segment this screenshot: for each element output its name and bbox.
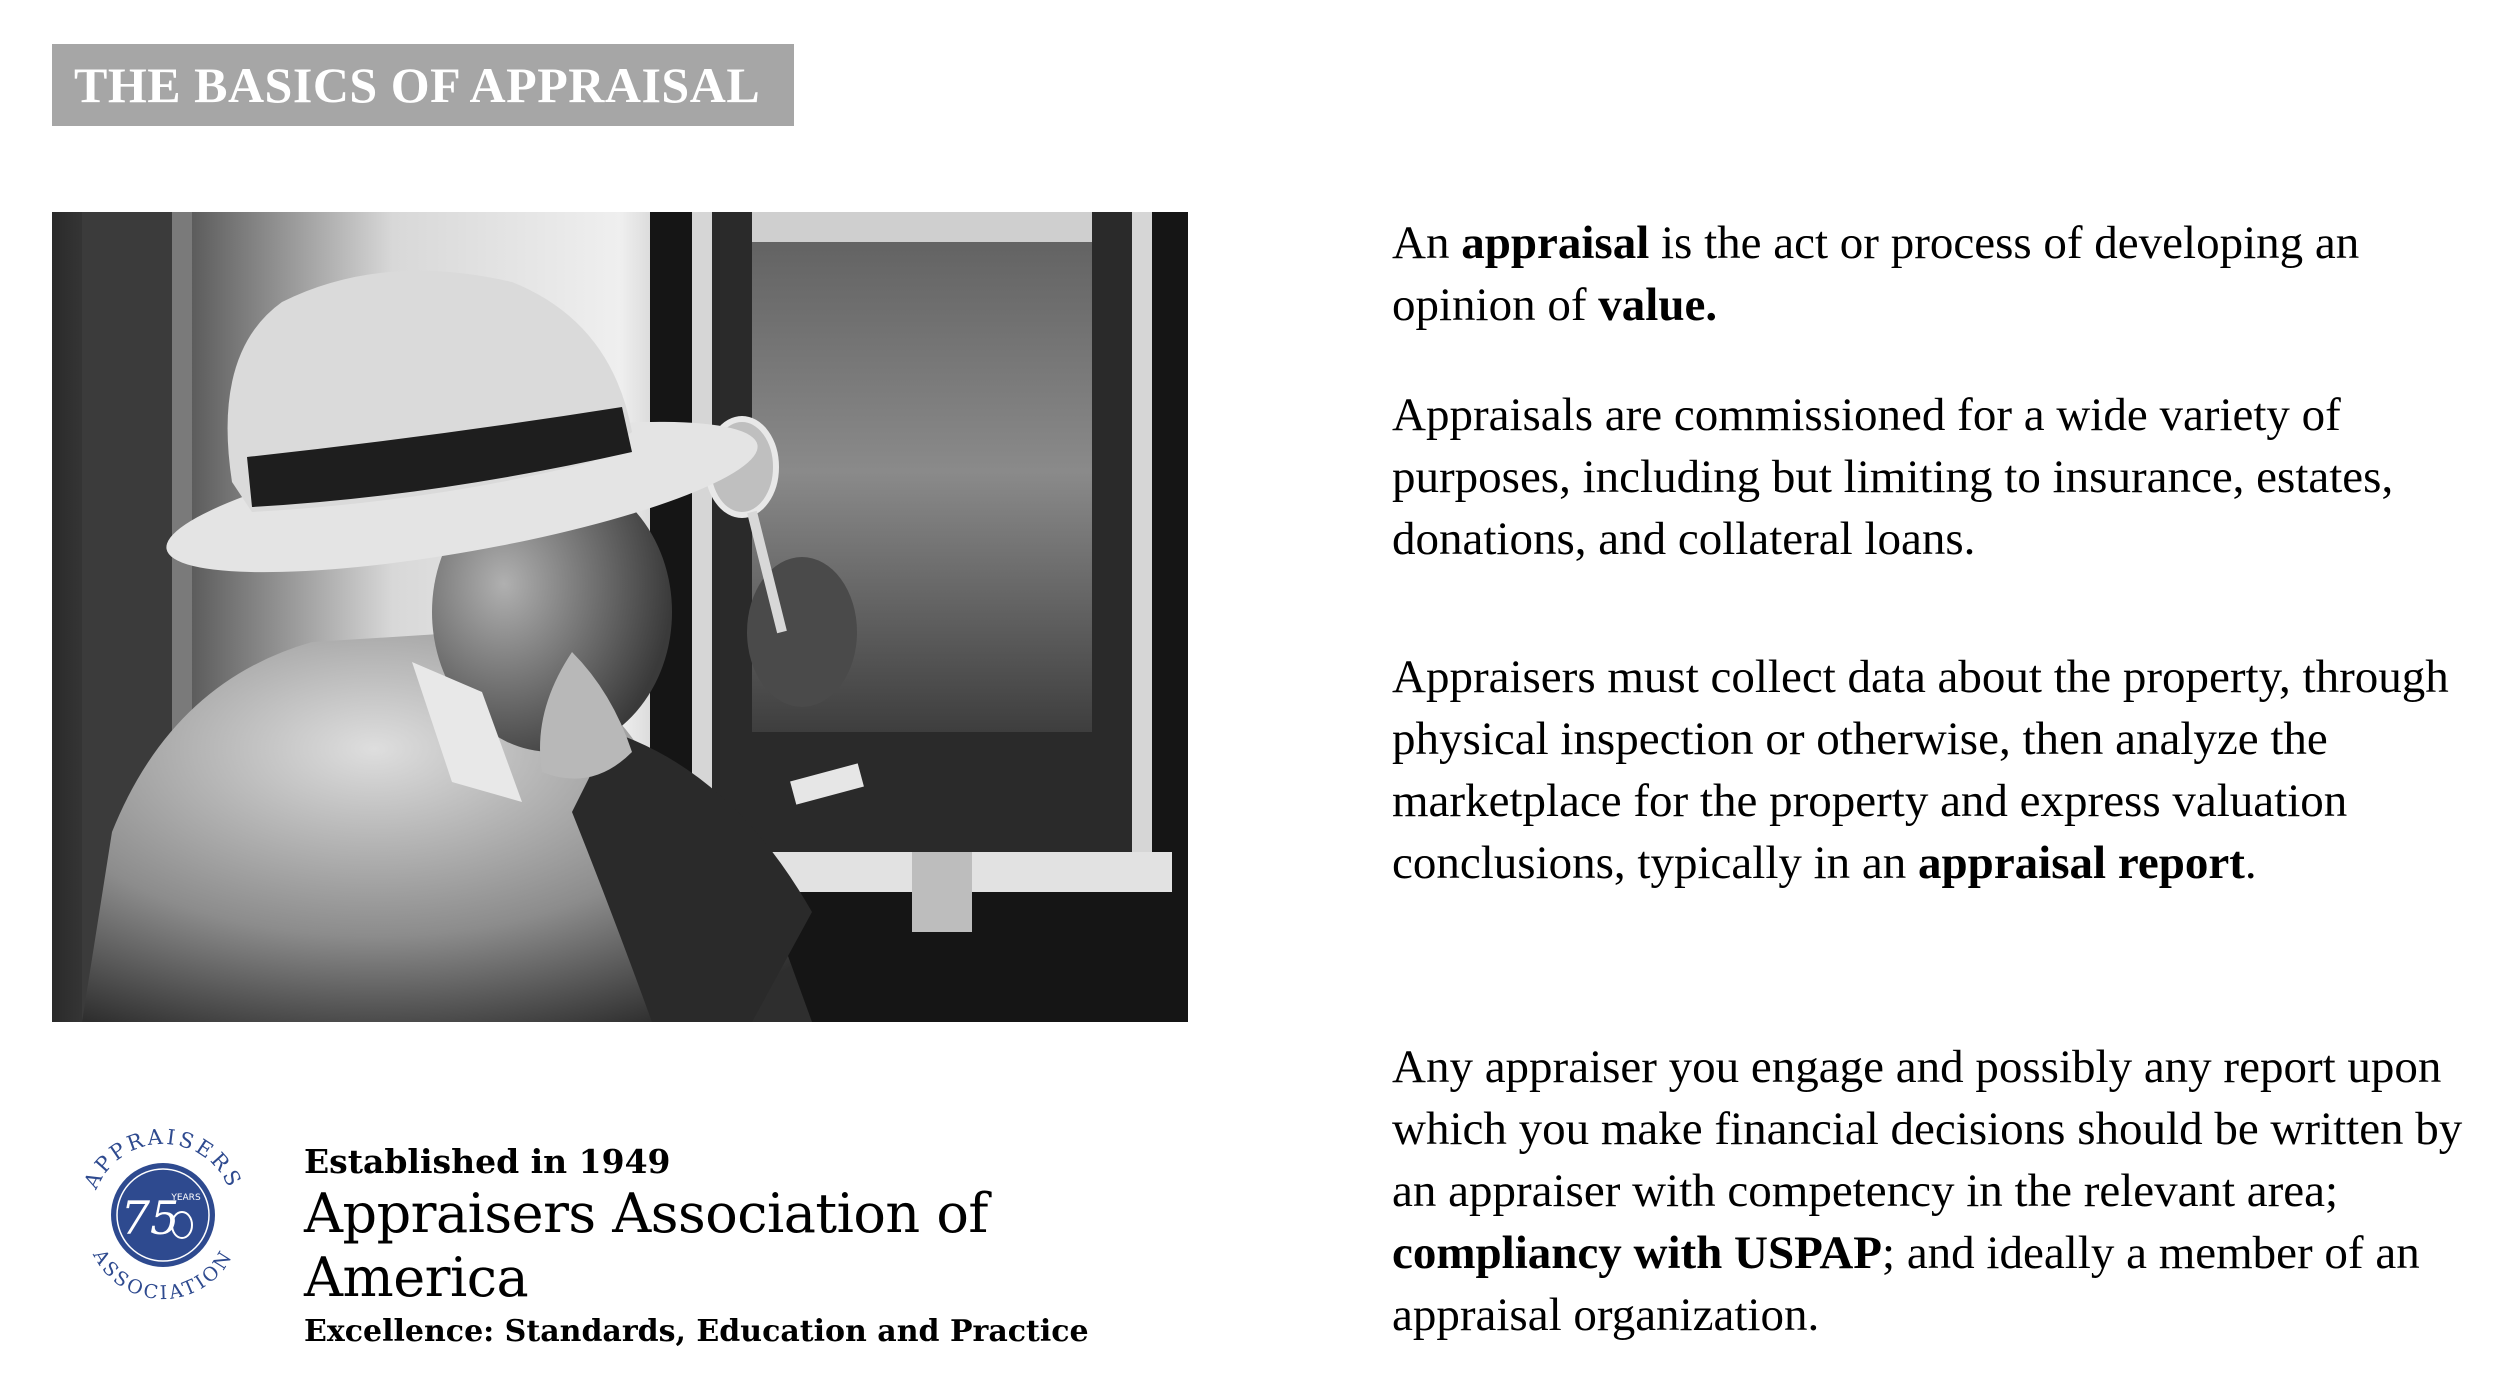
data-collection-paragraph [1392, 646, 2487, 894]
seal-bottom-text: ASSOCIATION [88, 1245, 238, 1305]
p4-bold-uspap: compliancy with USPAP [1392, 1227, 1883, 1279]
p3-text-2: . [2244, 837, 2257, 889]
slide-title: THE BASICS OF APPRAISAL [52, 44, 794, 126]
p4-text-2: ; and ideally a member of an appraisal organization. [1392, 1227, 2420, 1341]
p1-bold-value: value. [1598, 279, 1718, 331]
seal-number: 75 [120, 1191, 180, 1245]
p3-bold-appraisal-report: appraisal report [1918, 837, 2245, 889]
p4-text-1: Any appraiser you engage and possibly any report upon which you make financial decisions should be written by an appraiser with competency in the relevant area; [1392, 1041, 2463, 1217]
organization-block [304, 1142, 1204, 1352]
organization-name: Appraisers Association of America [304, 1182, 988, 1309]
p1-text-1: An [1392, 217, 1462, 269]
p1-text-2: is the act or process of developing an opinion of [1392, 217, 2360, 331]
p2-text: Appraisals are commissioned for a wide variety of purposes, including but limiting to insurance, estates, donations, and collateral loans. [1392, 389, 2394, 565]
purposes-paragraph [1392, 384, 2487, 570]
seal-top-text: APPRAISERS [78, 1124, 248, 1193]
appraiser-with-magnifying-glass-photo [52, 212, 1188, 1022]
organization-tagline: Excellence: Standards, Education and Practice [304, 1314, 1089, 1349]
association-seal-logo [70, 1122, 256, 1308]
established-text: Established in 1949 [304, 1142, 671, 1181]
definition-paragraph [1392, 212, 2487, 336]
p1-bold-appraisal: appraisal [1461, 217, 1650, 269]
seal-years: YEARS [171, 1193, 201, 1203]
engagement-paragraph [1392, 1036, 2487, 1346]
p3-text-1: Appraisers must collect data about the property, through physical inspection or otherwise, then analyze the marketplace for the property and express valuation conclusions, typically in an [1392, 651, 2449, 889]
appraiser-photo [52, 212, 1188, 1022]
